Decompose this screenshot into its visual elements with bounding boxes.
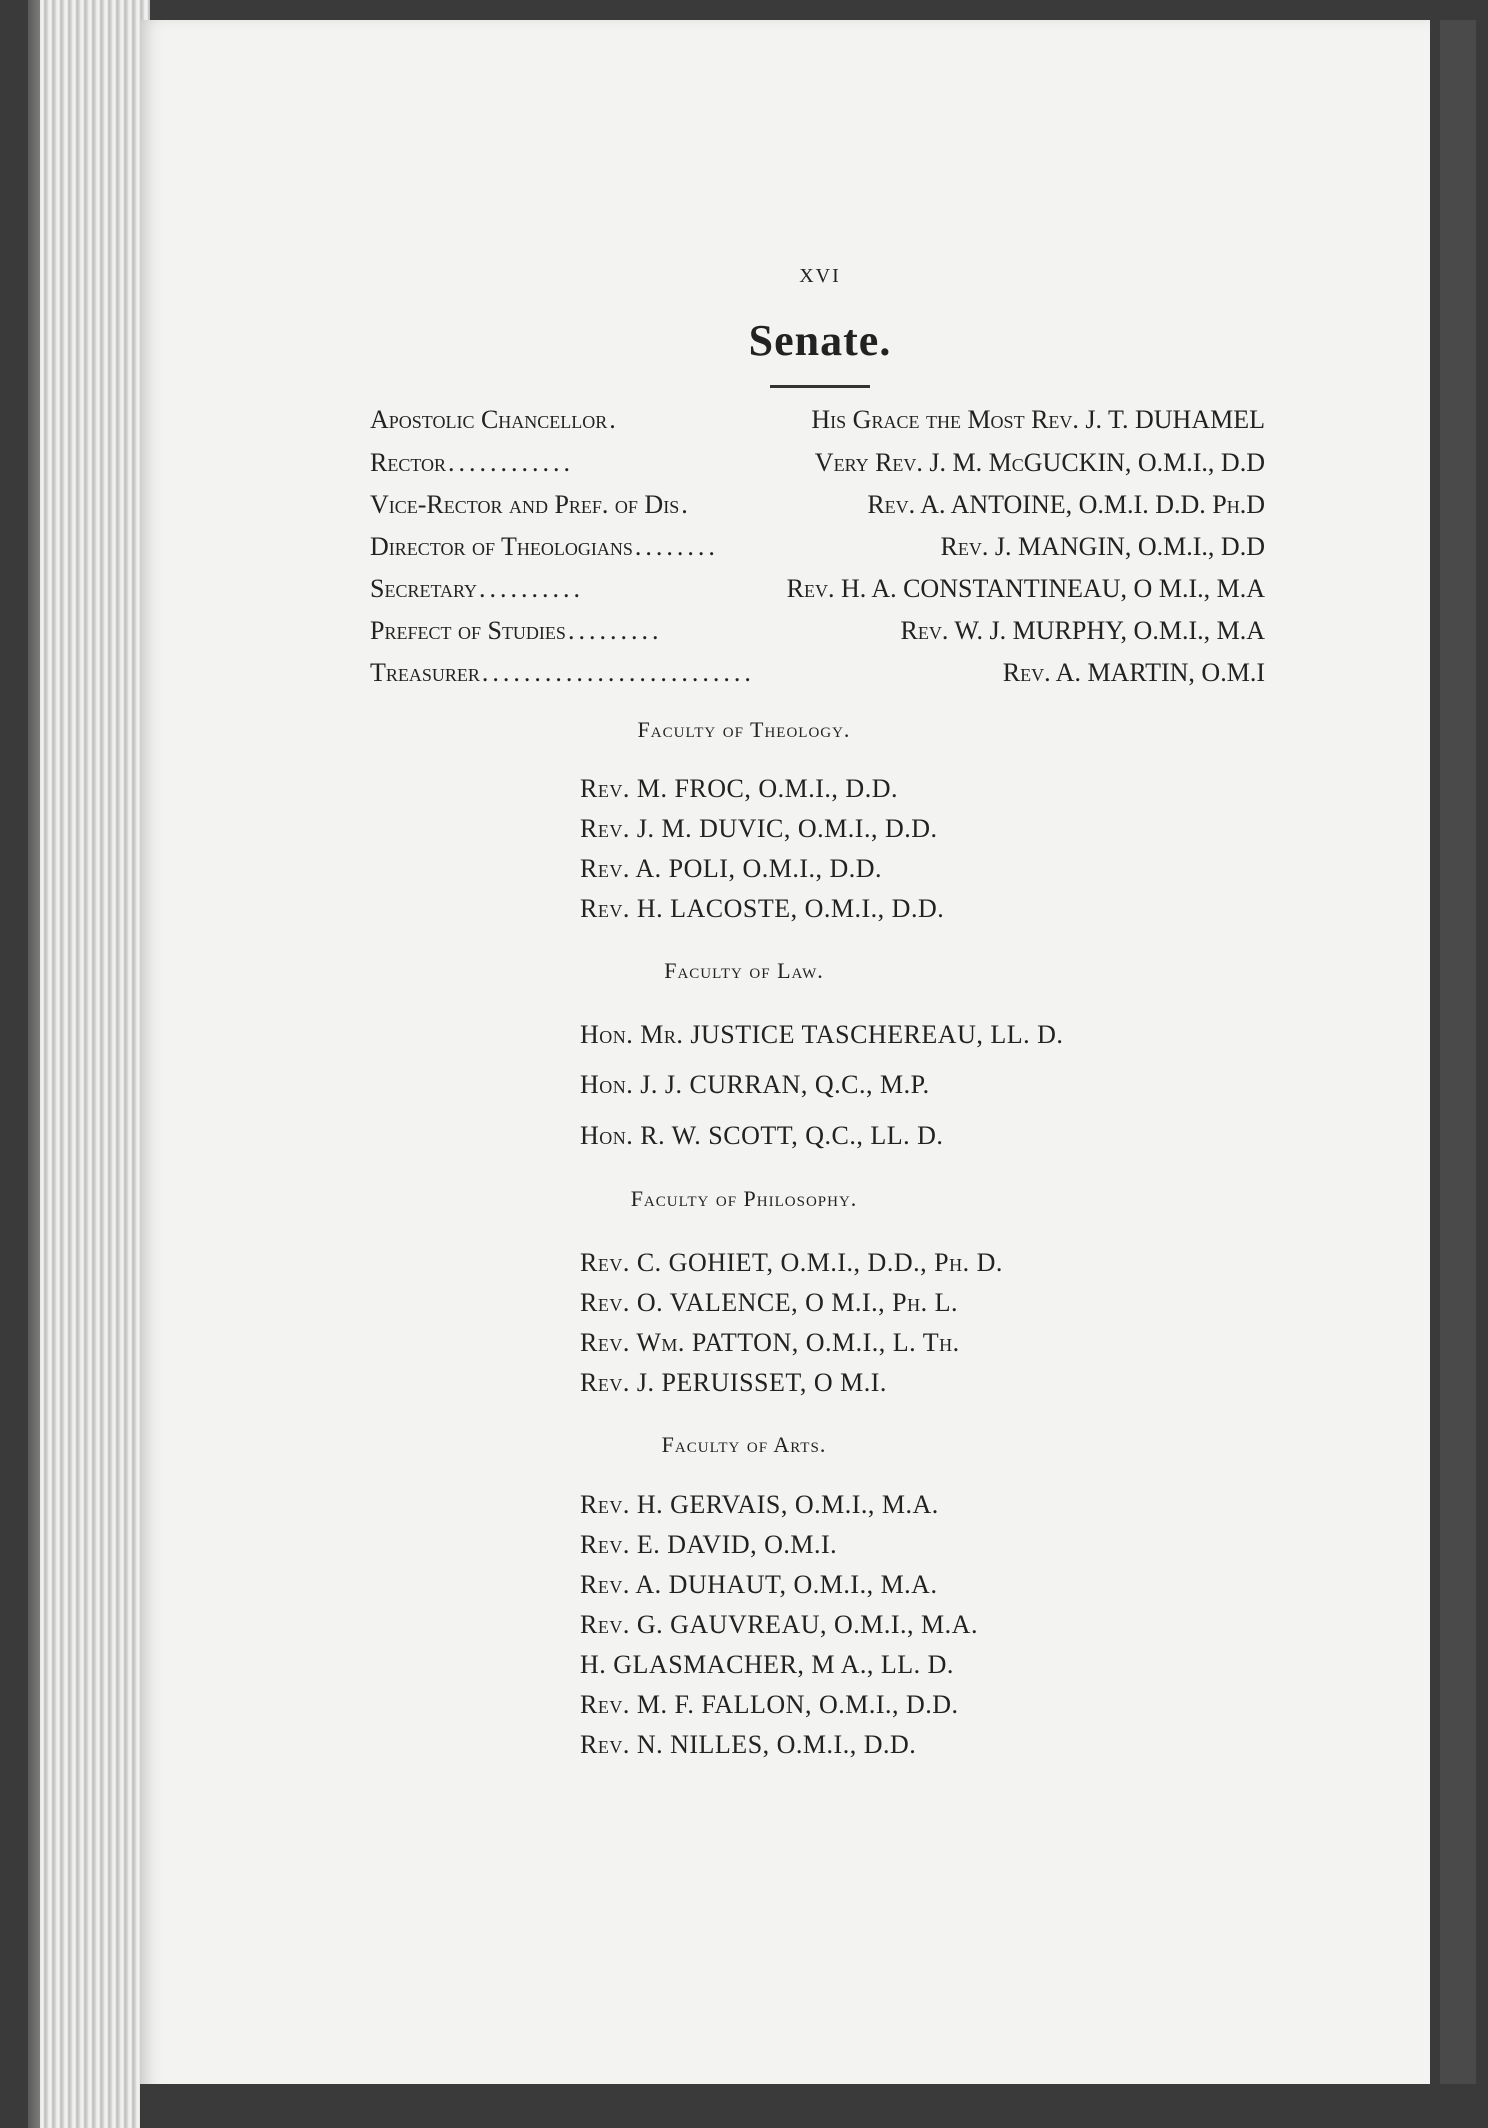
officer-title: Treasurer	[370, 658, 480, 687]
faculty-heading-philosophy: Faculty of Philosophy.	[630, 1186, 858, 1211]
faculty-member: Hon. Mr. JUSTICE TASCHEREAU, LL. D.	[580, 1020, 1064, 1049]
officer-name: Rev. W. J. MURPHY, O.M.I., M.A	[900, 616, 1265, 645]
faculty-member: Rev. M. FROC, O.M.I., D.D.	[580, 774, 898, 803]
officer-name: Rev. H. A. CONSTANTINEAU, O M.I., M.A	[786, 574, 1265, 603]
faculty-member: Rev. C. GOHIET, O.M.I., D.D., Ph. D.	[580, 1248, 1003, 1277]
officer-name: Very Rev. J. M. McGUCKIN, O.M.I., D.D	[814, 448, 1265, 477]
faculty-member: Hon. R. W. SCOTT, Q.C., LL. D.	[580, 1121, 944, 1150]
faculty-member: Rev. H. LACOSTE, O.M.I., D.D.	[580, 894, 945, 923]
officer-title: Secretary	[370, 574, 478, 603]
officer-row	[370, 448, 1265, 484]
officer-row	[370, 405, 1265, 441]
officer-name: Rev. A. ANTOINE, O.M.I. D.D. Ph.D	[867, 490, 1265, 519]
faculty-member: Rev. A. DUHAUT, O.M.I., M.A.	[580, 1570, 938, 1599]
faculty-member: Rev. E. DAVID, O.M.I.	[580, 1530, 838, 1559]
faculty-heading-arts: Faculty of Arts.	[661, 1432, 827, 1457]
faculty-member: Rev. A. POLI, O.M.I., D.D.	[580, 854, 883, 883]
leader-dots: ............	[448, 448, 575, 477]
officer-row	[370, 490, 1265, 526]
officer-row	[370, 574, 1265, 610]
faculty-member: Rev. G. GAUVREAU, O.M.I., M.A.	[580, 1610, 978, 1639]
faculty-member: Rev. O. VALENCE, O M.I., Ph. L.	[580, 1288, 959, 1317]
faculty-heading-law: Faculty of Law.	[664, 958, 824, 983]
book-cover-edge	[1440, 20, 1476, 2100]
page-title: Senate.	[748, 316, 892, 365]
officer-name: His Grace the Most Rev. J. T. DUHAMEL	[811, 405, 1265, 434]
officer-title: Apostolic Chancellor	[370, 405, 608, 434]
faculty-member: Rev. H. GERVAIS, O.M.I., M.A.	[580, 1490, 939, 1519]
officer-row	[370, 658, 1265, 694]
page-edges	[40, 0, 150, 2128]
leader-dots: .	[609, 405, 620, 434]
faculty-member: Rev. Wm. PATTON, O.M.I., L. Th.	[580, 1328, 960, 1357]
leader-dots: .........	[567, 616, 663, 645]
leader-dots: ........	[634, 532, 719, 561]
officer-title: Director of Theologians	[370, 532, 633, 561]
faculty-member: Rev. J. M. DUVIC, O.M.I., D.D.	[580, 814, 938, 843]
officer-title: Prefect of Studies	[370, 616, 566, 645]
leader-dots: .	[681, 490, 692, 519]
scan-bottom-border	[140, 2084, 1476, 2128]
faculty-member: H. GLASMACHER, M A., LL. D.	[580, 1650, 954, 1679]
officer-row	[370, 616, 1265, 652]
officer-row	[370, 532, 1265, 568]
leader-dots: ..........................	[481, 658, 755, 687]
page-number: XVI	[799, 265, 841, 287]
officer-title: Vice-Rector and Pref. of Dis	[370, 490, 680, 519]
officer-name: Rev. A. MARTIN, O.M.I	[1002, 658, 1265, 687]
faculty-member: Rev. N. NILLES, O.M.I., D.D.	[580, 1730, 917, 1759]
faculty-heading-theology: Faculty of Theology.	[637, 717, 851, 742]
leader-dots: ..........	[479, 574, 585, 603]
officer-title: Rector	[370, 448, 447, 477]
faculty-member: Hon. J. J. CURRAN, Q.C., M.P.	[580, 1070, 930, 1099]
faculty-member: Rev. J. PERUISSET, O M.I.	[580, 1368, 887, 1397]
title-rule	[770, 385, 870, 388]
officer-name: Rev. J. MANGIN, O.M.I., D.D	[940, 532, 1265, 561]
faculty-member: Rev. M. F. FALLON, O.M.I., D.D.	[580, 1690, 959, 1719]
